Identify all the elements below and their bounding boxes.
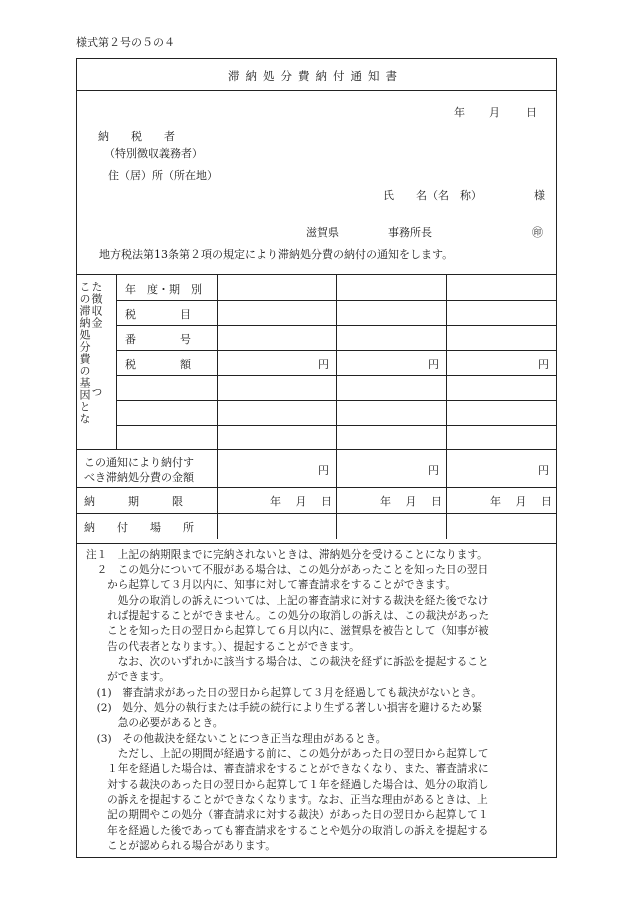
yen-tax-col1: 円 (318, 358, 329, 371)
note-line: 処分の取消しの訴えについては、上記の審査請求に対する裁決を経た後でなけ (86, 595, 489, 607)
issuer-prefecture: 滋賀県 (306, 226, 339, 239)
form-number: 様式第２号の５の４ (76, 36, 175, 49)
yen-notice-col1: 円 (318, 464, 329, 477)
side-label-col1: た徴収金 (90, 281, 103, 329)
row-label-tax-item: 税 目 (125, 308, 191, 321)
note-line: 対する裁決のあった日の翌日から起算して１年を経過した場合は、処分の取消し (86, 779, 489, 791)
note-line: ことを知った日の翌日から起算して６月以内に、滋賀県を被告として（知事が被 (86, 625, 489, 637)
note-line: (3) その他裁決を経ないことにつき正当な理由があるとき。 (86, 733, 387, 745)
yen-notice-col2: 円 (428, 464, 439, 477)
note-line: れば提起することができません。この処分の取消しの訴えは、この裁決があった (86, 610, 490, 622)
note-line: (1) 審査請求があった日の翌日から起算して３月を経過しても裁決がないとき。 (86, 687, 482, 699)
issuer-office: 事務所長 (388, 226, 432, 239)
note-line: なお、次のいずれかに該当する場合は、この裁決を経ずに訴訟を提起すること (86, 656, 489, 668)
note-line: ２ この処分について不服がある場合は、この処分があったことを知った日の翌日 (86, 564, 489, 576)
side-label-col2: この滞納処分費の基因とな (78, 281, 91, 425)
row-label-year-period: 年 度・期 別 (125, 283, 202, 296)
table-top-line (76, 274, 556, 275)
date-month: 月 (489, 106, 500, 119)
document-title: 滞納処分費納付通知書 (228, 69, 403, 83)
note-line: １年を経過した場合は、審査請求をすることができなくなり、また、審査請求に (86, 763, 489, 775)
payment-place-label: 納 付 場 所 (84, 521, 194, 534)
note-line: ができます。 (86, 671, 170, 683)
note-line: 急の必要があるとき。 (86, 717, 224, 729)
side-label-col3: つ (90, 386, 103, 398)
note-line: 注１ 上記の納期限までに完納されないときは、滞納処分を受けることになります。 (86, 549, 488, 561)
yen-tax-col3: 円 (538, 358, 549, 371)
note-line: 告の代表者となります。）、提起することができます。 (86, 641, 360, 653)
notice-amount-label-line1: この通知により納付す (84, 456, 194, 469)
due-date-col2: 年 月 日 (380, 495, 442, 508)
seal-mark: ㊞ (532, 226, 543, 239)
title-divider (76, 90, 556, 91)
note-line: の訴えを提起することができなくなります。なお、正当な理由があるときは、上 (86, 794, 488, 806)
yen-notice-col3: 円 (538, 464, 549, 477)
note-line: 年を経過した後であっても審査請求をすることや処分の取消しの訴えを提起する (86, 825, 489, 837)
note-line: 記の期間やこの処分（審査請求に対する裁決）があった日の翌日から起算して１ (86, 809, 489, 821)
note-line: ただし、上記の期間が経過する前に、この処分があった日の翌日から起算して (86, 748, 489, 760)
date-year: 年 (454, 106, 465, 119)
note-line: から起算して３月以内に、知事に対して審査請求をすることができます。 (86, 579, 456, 591)
intro-text: 地方税法第13条第２項の規定により滞納処分費の納付の通知をします。 (99, 248, 454, 261)
taxpayer-label: 納 税 者 (98, 130, 175, 143)
due-date-label: 納 期 限 (84, 495, 183, 508)
name-label: 氏 名（名 称） (383, 189, 482, 202)
yen-tax-col2: 円 (428, 358, 439, 371)
notice-amount-label-line2: べき滞納処分費の金額 (84, 471, 194, 484)
honorific: 様 (534, 189, 545, 202)
date-day: 日 (526, 106, 537, 119)
note-line: (2) 処分、処分の執行または手続の続行により生ずる著しい損害を避けるため緊 (86, 702, 483, 714)
due-date-col1: 年 月 日 (270, 495, 332, 508)
address-label: 住（居）所（所在地） (108, 169, 218, 182)
row-label-tax-amount: 税 額 (125, 358, 191, 371)
row-label-number: 番 号 (125, 333, 191, 346)
note-line: ことが認められる場合があります。 (86, 840, 276, 852)
due-date-col3: 年 月 日 (490, 495, 552, 508)
special-collector-label: （特別徴収義務者） (104, 147, 203, 160)
